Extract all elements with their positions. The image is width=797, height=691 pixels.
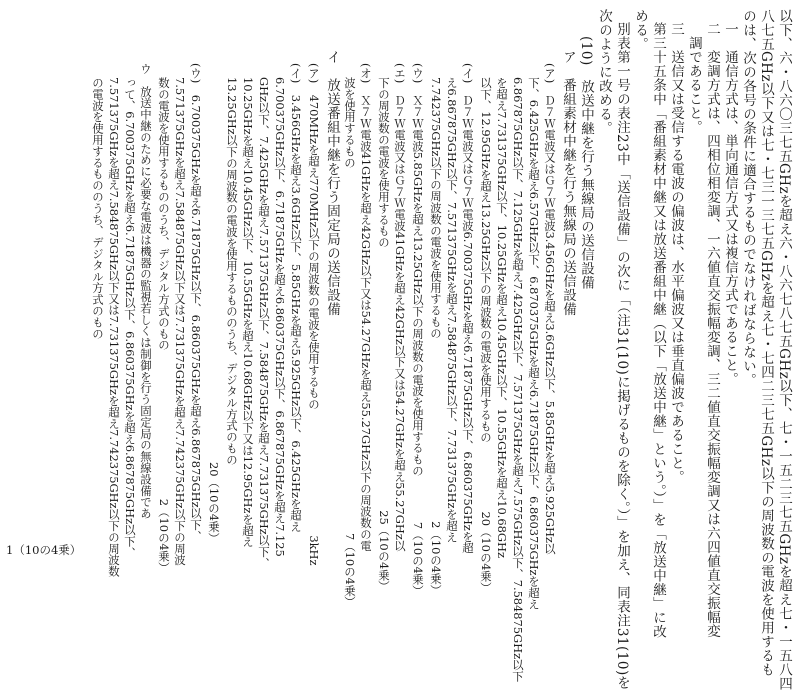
text-column: のは、次の各号の条件に適合するものでなければならない。 — [740, 9, 756, 387]
amount-label: 20（10の4乗） — [207, 462, 221, 544]
text-column: (ウ) Ｘ７Ｗ電波5.85GHzを超え13.25GHz以下の周波数の電波を使用するもの 7（10の4乗） — [411, 63, 425, 597]
text-column: 二 変調方式は、四相位相変調、一六値直交振幅変調、三二値直交振幅変調又は六四値直交振幅変 — [704, 22, 720, 638]
text-column: (ア) Ｄ７Ｗ電波又はＧ７Ｗ電波3.456GHzを超え3.6GHz以下、5.85GHzを超え5.925GHz以 — [543, 63, 557, 555]
text-column: え6.867875GHz以下、7.571375GHzを超え7.584875GHz以下、7.731375GHzを超え — [445, 77, 459, 543]
text-column: 6.867875GHz以下、7.125GHzを超え7.425GHz以下、7.571375GHzを超え7.575GHz以下、7.584875GHz以下 — [511, 77, 525, 682]
text-column: 調であること。 — [686, 36, 702, 134]
text-column: 下、6.425GHzを超え6.57GHz以下、6.870375GHzを超え6.71875GHz以下、6.860375GHzを超え — [527, 77, 541, 610]
text-column: 第三十五条中「番組素材中継又は放送番組中継（以下「放送中継」という。）」を「放送中継」に改 — [650, 22, 666, 639]
text-column: 7.571375GHzを超え7.584875GHz以下又は7.731375GHzを超え7.742375GHz以下の周波数 — [107, 77, 121, 577]
text-column: 7.742375GHz以下の周波数の電波を使用するもの 2（10の4乗） — [429, 77, 443, 596]
text-column: める。 — [632, 9, 648, 51]
text-column: 三 送信又は受信する電波の偏波は、水平偏波又は垂直偏波であること。 — [668, 22, 684, 484]
text-column: (イ) 3.456GHzを超え3.6GHz以下、5.85GHzを超え5.925GHz以下、6.425GHzを超え — [289, 63, 303, 533]
text-column: 下の周波数の電波を使用するもの 25（10の4乗） — [377, 77, 391, 593]
text-column: 波を使用するもの 7（10の4乗） — [343, 77, 357, 608]
text-column: 以下、12.95GHzを超え13.25GHz以下の周波数の電波を使用するもの 20（10の4乗） — [479, 77, 493, 594]
footer-amount: 1（10の4乗） — [6, 543, 82, 557]
text-column: (ウ) 6.700375GHzを超え6.71875GHz以下、6.860375GHzを超え6.867875GHz以下、 — [189, 63, 203, 542]
text-column: (オ) Ｘ７Ｗ電波41GHzを超え42GHz以下又は54.27GHzを超え55.27GHz以下の周波数の電 — [359, 63, 373, 552]
text-column: 一 通信方式は、単向通信方式又は複信方式であること。 — [722, 22, 738, 386]
text-column: 八七五GHz以下又は七・七三一三七五GHzを超え七・七四二三七五GHz以下の周波数の電波を使用するも — [758, 9, 774, 677]
text-column: 別表第一号の表注23中「送信設備」の次に「（注31(10)に掲げるものを除く。）」を加え、同表注31(10)を — [614, 22, 630, 690]
text-column: 6.700375GHz以下、6.71875GHzを超え6.860375GHz以下、6.867875GHzを超え7.125 — [273, 77, 287, 557]
text-column: GHz以下、7.425GHzを超え7.571375GHz以下、7.584875GHzを超え7.731375GHz以下、 — [257, 77, 271, 569]
text-column: 7.571375GHzを超え7.584875GHz以下又は7.731375GHzを超え7.742375GHz以下の周波 — [173, 77, 187, 566]
text-column: (エ) Ｄ７Ｗ電波又はＧ７Ｗ電波41GHzを超え42GHz以下又は54.27GHzを超え55.27GHz以 — [393, 63, 407, 552]
section-heading: ア 番組素材中継を行う無線局の送信設備 — [560, 50, 576, 316]
text-column: を超え7.731375GHz以下、10.25GHzを超え10.45GHz以下、10.55GHzを超え10.68GHz — [495, 77, 509, 558]
text-column: 以下、六・八六〇三七五GHzを超え六・八六七八七五GHz以下、七・一五二三七五GHzを超え七・一五八四 — [776, 9, 792, 691]
text-column: って、6.700375GHzを超え6.71875GHz以下、6.860375GHzを超え6.867875GHz以下、 — [123, 77, 137, 559]
text-column: の電波を使用するもののうち、デジタル方式のもの — [91, 77, 105, 340]
text-column: 10.25GHzを超え10.45GHz以下、10.55GHzを超え10.68GHz以下又は12.95GHzを超え — [241, 77, 255, 548]
text-column: (ア) 470MHzを超え770MHz以下の周波数の電波を使用するもの 3kHz — [307, 63, 321, 566]
text-column: ウ 放送中継のために必要な電波は機器の監視若しくは制御を行う固定局の無線設備であ — [139, 63, 153, 519]
section-heading: イ 放送番組中継を行う固定局の送信設備 — [324, 50, 340, 316]
text-column: 13.25GHz以下の周波数の電波を使用するもののうち、デジタル方式のもの — [225, 77, 239, 466]
text-column: 次のように改める。 — [596, 9, 612, 135]
section-heading: (10) 放送中継を行う無線局の送信設備 — [578, 36, 594, 290]
text-column: (イ) Ｄ７Ｗ電波又はＧ７Ｗ電波6.700375GHzを超え6.71875GHz以下、6.860375GHzを超 — [461, 63, 475, 554]
text-column: 数の電波を使用するもののうち、デジタル方式のもの 2（10の4乗） — [157, 77, 171, 574]
